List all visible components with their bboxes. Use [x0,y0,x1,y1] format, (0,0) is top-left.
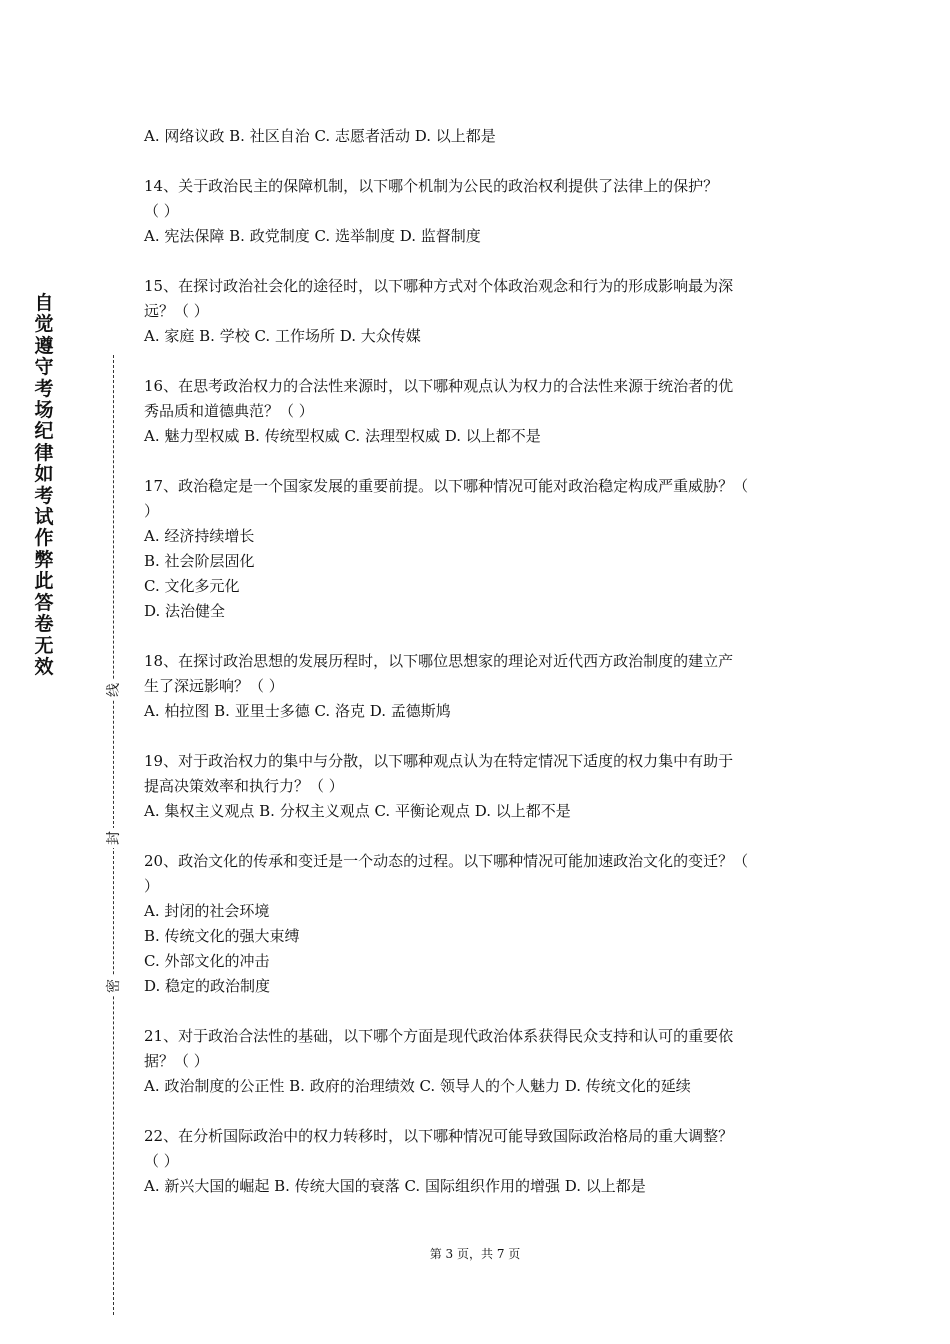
options-line: A. 宪法保障 B. 政党制度 C. 选举制度 D. 监督制度 [144,227,481,245]
question-21 [144,1024,809,1099]
question-stem: 远？（ ） [144,302,209,320]
question-stem: 20、政治文化的传承和变迁是一个动态的过程。以下哪种情况可能加速政治文化的变迁？（ [144,852,749,870]
options-line: A. 新兴大国的崛起 B. 传统大国的衰落 C. 国际组织作用的增强 D. 以上都是 [144,1177,646,1195]
question-15 [144,274,809,349]
option-c: C. 文化多元化 [144,577,240,595]
question-stem: ） [144,877,160,895]
question-20 [144,849,809,999]
option-c: C. 外部文化的冲击 [144,952,270,970]
question-stem: 据？（ ） [144,1052,209,1070]
question-stem: 生了深远影响？（ ） [144,677,284,695]
options-line: A. 家庭 B. 学校 C. 工作场所 D. 大众传媒 [144,327,421,345]
option-d: D. 稳定的政治制度 [144,977,271,995]
question-stem: 16、在思考政治权力的合法性来源时，以下哪种观点认为权力的合法性来源于统治者的优 [144,377,734,395]
seal-mark-secret: 密 [104,976,124,996]
question-13-options [144,124,809,149]
option-a: A. 经济持续增长 [144,527,255,545]
question-stem: ） [144,502,160,520]
question-17 [144,474,809,624]
option-d: D. 法治健全 [144,602,226,620]
exam-discipline-warning: 自觉遵守考场纪律如考试作弊此答卷无效 [34,292,54,678]
question-stem: 18、在探讨政治思想的发展历程时，以下哪位思想家的理论对近代西方政治制度的建立产 [144,652,734,670]
options-line: A. 魅力型权威 B. 传统型权威 C. 法理型权威 D. 以上都不是 [144,427,541,445]
option-a: A. 封闭的社会环境 [144,902,270,920]
options-line: A. 网络议政 B. 社区自治 C. 志愿者活动 D. 以上都是 [144,127,496,145]
option-b: B. 传统文化的强大束缚 [144,927,300,945]
question-stem: 21、对于政治合法性的基础，以下哪个方面是现代政治体系获得民众支持和认可的重要依 [144,1027,734,1045]
options-line: A. 集权主义观点 B. 分权主义观点 C. 平衡论观点 D. 以上都不是 [144,802,571,820]
question-stem: （ ） [144,1152,179,1170]
seal-mark-seal: 封 [104,828,124,848]
page-number: 第 3 页，共 7 页 [429,1247,521,1261]
question-stem: 秀品质和道德典范？（ ） [144,402,314,420]
question-stem: 14、关于政治民主的保障机制，以下哪个机制为公民的政治权利提供了法律上的保护？ [144,177,719,195]
question-stem: （ ） [144,202,179,220]
question-stem: 15、在探讨政治社会化的途径时，以下哪种方式对个体政治观念和行为的形成影响最为深 [144,277,734,295]
options-line: A. 柏拉图 B. 亚里士多德 C. 洛克 D. 孟德斯鸠 [144,702,451,720]
question-14 [144,174,809,249]
question-stem: 22、在分析国际政治中的权力转移时，以下哪种情况可能导致国际政治格局的重大调整？ [144,1127,734,1145]
seal-mark-line: 线 [104,680,124,700]
question-16 [144,374,809,449]
question-stem: 17、政治稳定是一个国家发展的重要前提。以下哪种情况可能对政治稳定构成严重威胁？（ [144,477,749,495]
option-b: B. 社会阶层固化 [144,552,255,570]
question-18 [144,649,809,724]
options-line: A. 政治制度的公正性 B. 政府的治理绩效 C. 领导人的个人魅力 D. 传统文化的延续 [144,1077,691,1095]
question-list [144,124,809,1224]
question-stem: 19、对于政治权力的集中与分散，以下哪种观点认为在特定情况下适度的权力集中有助于 [144,752,734,770]
question-19 [144,749,809,824]
question-22 [144,1124,809,1199]
question-stem: 提高决策效率和执行力？（ ） [144,777,344,795]
